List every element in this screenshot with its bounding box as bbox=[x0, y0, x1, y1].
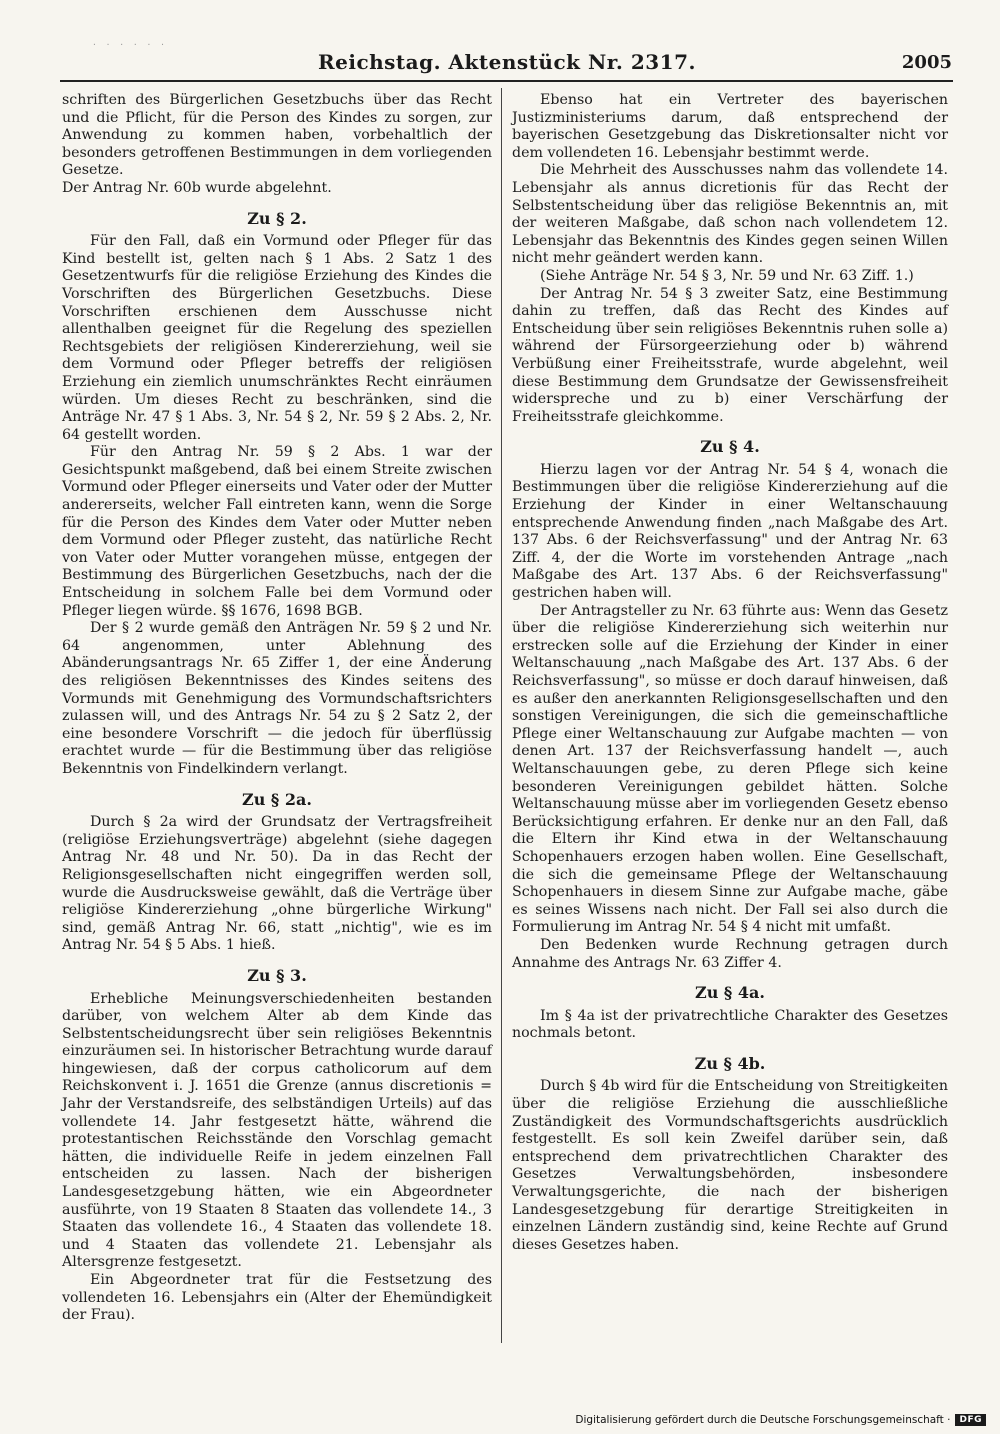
paragraph: (Siehe Anträge Nr. 54 § 3, Nr. 59 und Nr. 63 Ziff. 1.) bbox=[540, 267, 914, 284]
dfg-logo-icon: DFG bbox=[955, 1414, 986, 1426]
paragraph: Für den Antrag Nr. 59 § 2 Abs. 1 war der Gesichtspunkt maßgebend, daß bei einem Streite zwischen Vormund oder Pfleger einerseits und Vater oder der Mutter andererseits, welcher Fall eintreten kann, wenn die Sorge für die Person des Kindes dem Vater oder Mutter neben dem Vormund oder Pfleger zusteht, das natürliche Recht von Vater oder Mutter vorangehen müsse, entgegen der Bestimmung des Bürgerlichen Gesetzbuchs, nach der die Entscheidung in solchem Falle bei dem Vormund oder Pfleger liegen würde. §§ 1676, 1698 BGB. bbox=[62, 444, 492, 619]
paragraph: Ebenso hat ein Vertreter des bayerischen Justizministeriums darum, daß entsprechend der bayerischen Gesetzgebung das Diskretionsalter nicht vor dem vollendeten 16. Lebensjahr bestimmt werde. bbox=[512, 92, 948, 161]
paragraph: Die Mehrheit des Ausschusses nahm das vollendete 14. Lebensjahr als annus dicretionis für das Recht der Selbstentscheidung über das religiöse Bekenntnis an, mit der weiteren Maßgabe, daß schon nach vollendetem 12. Lebensjahr das Bekenntnis des Kindes gegen seinen Willen nicht mehr geändert werden kann. bbox=[512, 162, 948, 267]
header-rule bbox=[60, 80, 953, 82]
paragraph: Erhebliche Meinungsverschiedenheiten bestanden darüber, von welchem Alter ab dem Kinde das Selbstentscheidungsrecht über sein religiöses Bekenntnis einzuräumen sei. In historischer Betrachtung wurde darauf hingewiesen, daß der corpus catholicorum auf dem Reichskonvent i. J. 1651 die Grenze (annus discretionis = Jahr der Verstandsreife, des selbständigen Urteils) auf das vollendete 14. Jahr festgesetzt hätte, während die protestantischen Reichsstände den Vorschlag gemacht hätten, die individuelle Reife in jedem einzelnen Fall entscheiden zu lassen. Nach der bisherigen Landesgesetzgebung hätten, wie ein Abgeordneter ausführte, von 19 Staaten 8 Staaten das vollendete 14., 3 Staaten das vollendete 16., 4 Staaten das vollendete 18. und 4 Staaten das vollendete 21. Lebensjahr als Altersgrenze festgesetzt. bbox=[62, 990, 492, 1271]
paragraph: Im § 4a ist der privatrechtliche Charakter des Gesetzes nochmals betont. bbox=[512, 1007, 948, 1042]
left-column bbox=[62, 92, 492, 1325]
paragraph: Durch § 4b wird für die Entscheidung von Streitigkeiten über die religiöse Erziehung die ausschließliche Zuständigkeit des Vormundschaftsgerichts ausdrücklich festgestellt. Es soll kein Zweifel darüber sein, daß entsprechend dem privatrechtlichen Charakter des Gesetzes Verwaltungsbehörden, insbesondere Verwaltungsgerichte, die nach der bisherigen Landesgesetzgebung für derartige Streitigkeiten in einzelnen Ländern zuständig sind, keine Rechte auf Grund dieses Gesetzes haben. bbox=[512, 1078, 948, 1253]
paragraph: Der § 2 wurde gemäß den Anträgen Nr. 59 § 2 und Nr. 64 angenommen, unter Ablehnung des Abänderungsantrags Nr. 65 Ziffer 1, der eine Änderung des religiösen Bekenntnisses des Kindes seitens des Vormunds mit Genehmigung des Vormundschaftsrichters zulassen will, und des Antrags Nr. 54 zu § 2 Satz 2, der eine besondere Vorschrift — die jedoch für überflüssig erachtet wurde — für die Bestimmung über das religiöse Bekenntnis von Findelkindern verlangt. bbox=[62, 620, 492, 777]
paragraph: Der Antrag Nr. 54 § 3 zweiter Satz, eine Bestimmung dahin zu treffen, daß das Recht des Kindes auf Entscheidung über sein religiöses Bekenntnis ruhen solle a) während der Fürsorgeerziehung oder b) während Verbüßung einer Freiheitsstrafe, wurde abgelehnt, weil diese Bestimmung dem Grundsatze der Gewissensfreiheit widerspreche und zu b) einer Verschärfung der Freiheitsstrafe gleichkomme. bbox=[512, 285, 948, 425]
paragraph: Für den Fall, daß ein Vormund oder Pfleger für das Kind bestellt ist, gelten nach § 1 Abs. 2 Satz 1 des Gesetzentwurfs für die religiöse Erziehung des Kindes die Vorschriften des Bürgerlichen Gesetzbuchs. Diese Vorschriften erschienen dem Ausschusse nicht allenthalben geeignet für die Regelung des speziellen Rechtsgebiets der religiösen Kindererziehung, weil sie dem Vormund oder Pfleger betreffs der religiösen Erziehung ein ziemlich unumschränktes Recht einräumen würden. Um dieses Recht zu beschränken, sind die Anträge Nr. 47 § 1 Abs. 3, Nr. 54 § 2, Nr. 59 § 2 Abs. 2, Nr. 64 gestellt worden. bbox=[62, 233, 492, 443]
paragraph: Den Bedenken wurde Rechnung getragen durch Annahme des Antrags Nr. 63 Ziffer 4. bbox=[512, 936, 948, 971]
section-heading: Zu § 4. bbox=[700, 437, 760, 457]
paragraph: schriften des Bürgerlichen Gesetzbuchs über das Recht und die Pflicht, für die Person des Kindes zu sorgen, zur Anwendung zu kommen haben, vorbehaltlich der besonders getroffenen Bestimmungen in dem vorliegenden Gesetze. bbox=[62, 92, 492, 179]
paragraph: Der Antrag Nr. 60b wurde abgelehnt. bbox=[62, 179, 332, 196]
paragraph: Hierzu lagen vor der Antrag Nr. 54 § 4, wonach die Bestimmungen über die religiöse Kindererziehung auf die Erziehung der Kinder in einer Weltanschauung entsprechende Anwendung finden „nach Maßgabe des Art. 137 Abs. 6 der Reichsverfassung" und der Antrag Nr. 63 Ziff. 4, der die Worte im vorstehenden Antrage „nach Maßgabe des Art. 137 Abs. 6 der Reichsverfassung" gestrichen haben will. bbox=[512, 461, 948, 602]
section-heading: Zu § 2. bbox=[247, 208, 307, 228]
section-heading: Zu § 2a. bbox=[242, 789, 312, 809]
page-header bbox=[62, 50, 952, 78]
paragraph: Durch § 2a wird der Grundsatz der Vertragsfreiheit (religiöse Erziehungsverträge) abgelehnt (siehe dagegen Antrag Nr. 48 und Nr. 50). Da in das Recht der Religionsgesellschaften nicht eingegriffen werden soll, wurde die Ausdrucksweise gewählt, daß die Verträge über religiöse Kindererziehung „ohne bürgerliche Wirkung" sind, gemäß Antrag Nr. 66, statt „nichtig", wie es im Antrag Nr. 54 § 5 Abs. 1 hieß. bbox=[62, 814, 492, 954]
scan-noise: · · · · · · bbox=[92, 40, 167, 49]
section-heading: Zu § 4a. bbox=[695, 983, 765, 1003]
paragraph: Der Antragsteller zu Nr. 63 führte aus: Wenn das Gesetz über die religiöse Kindererziehung sich weiterhin nur erstrecken solle auf die Erziehung der Kinder in einer Weltanschauung „nach Maßgabe des Art. 137 Abs. 6 der Reichsverfassung", so müsse er doch darauf hinweisen, daß es außer den anerkannten Religionsgesellschaften und den sonstigen Vereinigungen, die sich die gemeinschaftliche Pflege einer Weltanschauung zur Aufgabe machten — von denen Art. 137 der Reichsverfassung handelt —, auch Weltanschauungen gebe, zu deren Pflege sich keine besonderen Vereinigungen gebildet hätten. Solche Weltanschauung müsse aber im vorliegenden Gesetz ebenso Berücksichtigung erfahren. Er denke nur an den Fall, daß die Eltern ihr Kind etwa in der Weltanschauung Schopenhauers erzogen haben wollen. Eine Gesellschaft, die sich die gemeinsame Pflege der Weltanschauung Schopenhauers in diesem Sinne zur Aufgabe mache, gäbe es seines Wissens nach nicht. Der Fall sei also durch die Formulierung im Antrag Nr. 54 § 4 nicht mit umfaßt. bbox=[512, 602, 948, 936]
paragraph: Ein Abgeordneter trat für die Festsetzung des vollendeten 16. Lebensjahrs ein (Alter der Ehemündigkeit der Frau). bbox=[62, 1272, 492, 1324]
section-heading: Zu § 4b. bbox=[694, 1053, 766, 1073]
footer-credit bbox=[575, 1414, 986, 1426]
page-number: 2005 bbox=[901, 52, 952, 73]
footer-text: Digitalisierung gefördert durch die Deutsche Forschungsgemeinschaft · bbox=[575, 1414, 951, 1426]
column-divider bbox=[501, 88, 502, 1343]
section-heading: Zu § 3. bbox=[247, 965, 307, 985]
right-column bbox=[512, 92, 948, 1254]
page-title: Reichstag. Aktenstück Nr. 2317. bbox=[318, 50, 696, 74]
